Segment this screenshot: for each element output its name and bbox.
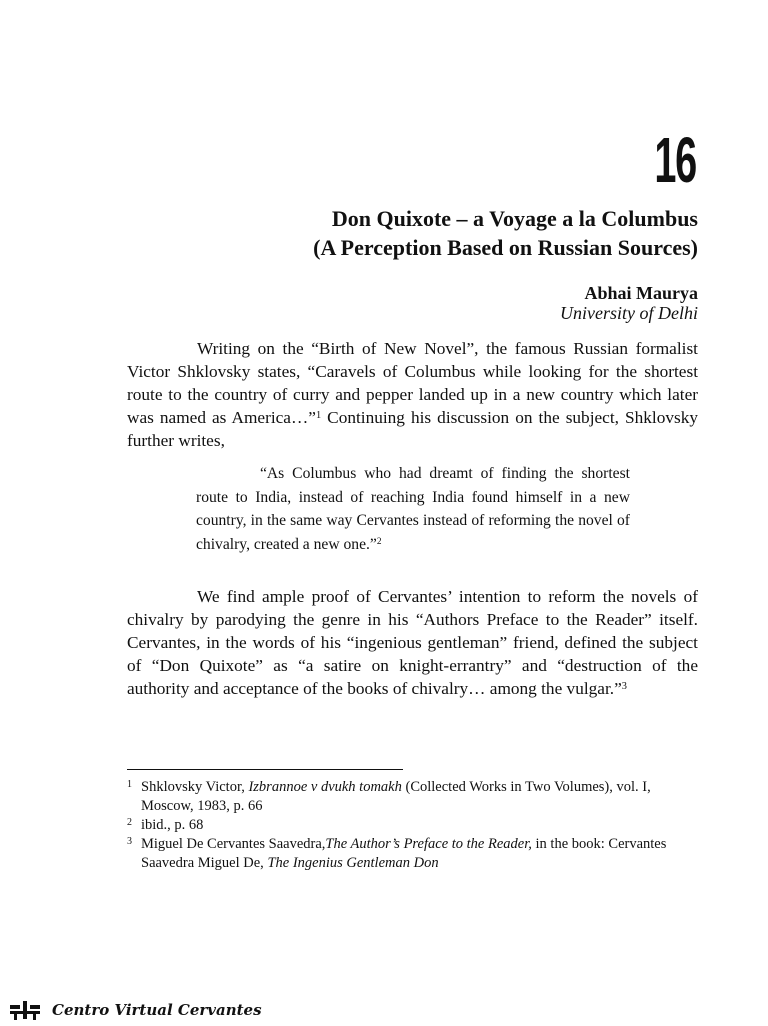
footnotes: [127, 778, 698, 873]
footnote-text: Miguel De Cervantes Saavedra,: [141, 836, 326, 852]
footnote-italic-title: The Author’s Preface to the Reader,: [325, 836, 532, 852]
footnote-text: in the book: Cervantes Saavedra Miguel De,: [141, 836, 667, 871]
footnote-2: [127, 816, 698, 835]
footnote-ref-1[interactable]: 1: [315, 410, 322, 422]
paragraph-1-text: Writing on the “Birth of New Novel”, the famous Russian formalist Victor Shklovsky states, “Caravels of Columbus while looking for the shortest route to the country of curry and pepper landed up in a new country which later was named as America…”: [127, 339, 698, 427]
page-footer: [8, 997, 262, 1023]
quote-text: “As Columbus who had dreamt of finding the shortest route to India, instead of reaching India found himself in a new country, in the same way Cervantes instead of reforming the novel of chivalry, created a new one.”: [196, 465, 630, 553]
footnote-italic-title: Izbrannoe v dvukh tomakh: [248, 779, 402, 795]
body-paragraph-2: [127, 585, 698, 700]
footnote-mark: 2: [127, 817, 132, 828]
footer-text[interactable]: Centro Virtual Cervantes: [52, 1001, 262, 1019]
footnote-italic-title: The Ingenius Gentleman Don: [267, 855, 439, 871]
cvc-logo-icon: [8, 999, 48, 1021]
chapter-title: [120, 204, 698, 262]
footnote-3: [127, 835, 698, 873]
paragraph-2-text: We find ample proof of Cervantes’ intention to reform the novels of chivalry by parodying the genre in his “Authors Preface to the Reader” itself. Cervantes, in the words of his “ingenious gentleman” friend, defined the subject of “Don Quixote” as “a satire on knight-errantry” and “destruction of the authority and acceptance of the books of chivalry… among the vulgar.”: [127, 587, 698, 698]
author-affiliation: University of Delhi: [560, 303, 698, 323]
chapter-title-line2: (A Perception Based on Russian Sources): [313, 235, 698, 260]
footnote-text: ibid., p. 68: [141, 817, 204, 833]
block-quote: [196, 462, 630, 556]
footnote-mark: 1: [127, 779, 132, 790]
footnote-ref-2[interactable]: 2: [376, 537, 382, 548]
chapter-title-line1: Don Quixote – a Voyage a la Columbus: [331, 206, 698, 231]
footnote-mark: 3: [127, 836, 132, 847]
footnote-text: Shklovsky Victor,: [141, 779, 249, 795]
chapter-number: 16: [654, 124, 696, 196]
author-name: Abhai Maurya: [584, 283, 698, 303]
footnote-text: (Collected Works in Two Volumes), vol. I, Moscow, 1983, p. 66: [141, 779, 651, 814]
paragraph-1-text-after: Continuing his discussion on the subject, Shklovsky further writes,: [127, 408, 698, 450]
body-paragraph-1: [127, 337, 698, 452]
footnote-1: [127, 778, 698, 816]
footnote-divider: [127, 769, 403, 770]
footnote-ref-3[interactable]: 3: [621, 681, 627, 693]
